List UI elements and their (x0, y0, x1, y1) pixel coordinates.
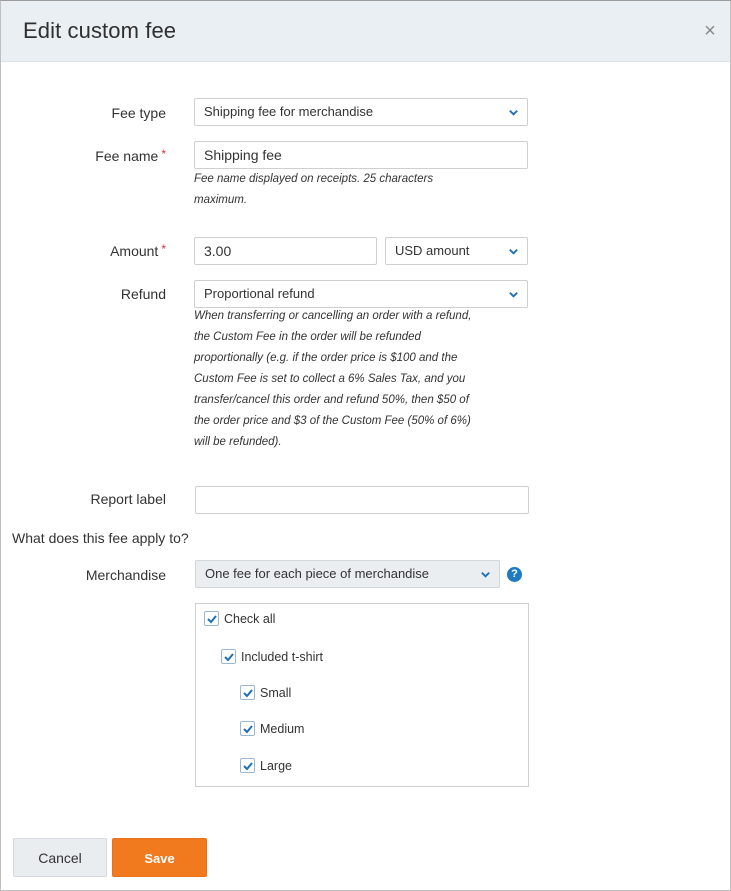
chevron-down-icon (508, 246, 519, 257)
help-icon[interactable]: ? (507, 567, 522, 582)
checkbox-checked-icon[interactable] (240, 685, 255, 700)
save-button[interactable]: Save (112, 838, 207, 877)
merchandise-value: One fee for each piece of merchandise (205, 566, 430, 581)
refund-select[interactable] (194, 280, 528, 308)
dialog-title: Edit custom fee (23, 18, 177, 43)
checkbox-checked-icon[interactable] (240, 758, 255, 773)
amount-unit-value: USD amount (395, 243, 470, 258)
chevron-down-icon (508, 107, 519, 118)
checkbox-checked-icon[interactable] (240, 721, 255, 736)
checkbox-checked-icon[interactable] (221, 649, 236, 664)
fee-type-select[interactable] (194, 98, 528, 126)
close-icon[interactable]: × (704, 20, 716, 42)
refund-help: When transferring or cancelling an order with a refund, the Custom Fee in the order will be refunded proportionally (e.g. if the order price is $100 and the Custom Fee is set to collect a 6% Sales Tax, and you transfer/cancel this order and refund 50%, then $50 of the order price and $3 of the Custom Fee (50% of 6%) will be refunded). (194, 310, 472, 448)
amount-value: 3.00 (204, 243, 232, 259)
chevron-down-icon (480, 569, 491, 580)
checkbox-medium[interactable]: Medium (240, 722, 304, 737)
merchandise-checklist (195, 603, 529, 787)
fee-name-value: Shipping fee (204, 147, 282, 163)
fee-type-value: Shipping fee for merchandise (204, 104, 374, 119)
fee-name-help: Fee name displayed on receipts. 25 characters maximum. (194, 173, 434, 206)
merchandise-label: Merchandise (85, 567, 166, 583)
fee-name-input[interactable] (194, 141, 528, 169)
report-label-label: Report label (90, 491, 166, 507)
checkbox-small[interactable]: Small (240, 686, 291, 701)
refund-value: Proportional refund (204, 286, 315, 301)
checkbox-large[interactable]: Large (240, 759, 292, 774)
merchandise-select[interactable] (195, 560, 500, 588)
checkbox-check-all[interactable]: Check all (204, 612, 275, 627)
amount-input[interactable] (194, 237, 377, 265)
fee-type-label: Fee type (111, 105, 166, 121)
chevron-down-icon (508, 289, 519, 300)
applies-to-heading: What does this fee apply to? (12, 530, 189, 546)
amount-unit-select[interactable] (385, 237, 528, 265)
report-label-input[interactable] (195, 486, 529, 514)
refund-label: Refund (120, 286, 166, 302)
checkbox-checked-icon[interactable] (204, 611, 219, 626)
checkbox-included-tshirt[interactable]: Included t-shirt (221, 650, 323, 665)
amount-label: Amount * (110, 242, 166, 259)
dialog-header (1, 1, 730, 62)
cancel-button[interactable]: Cancel (13, 838, 107, 877)
fee-name-label: Fee name * (95, 147, 166, 164)
